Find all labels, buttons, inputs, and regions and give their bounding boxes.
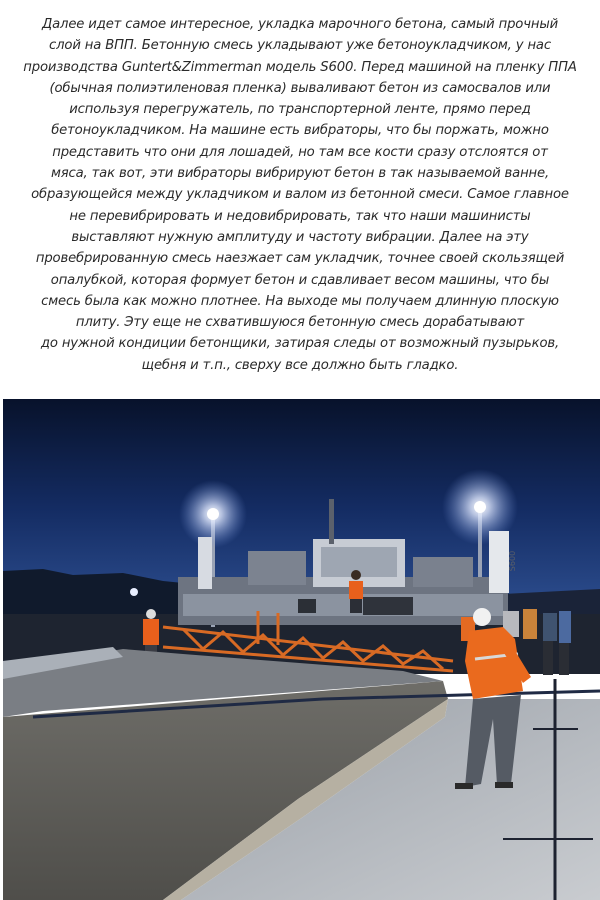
text-line: опалубкой, которая формует бетон и сдавливает весом машины, что бы xyxy=(50,272,550,288)
text-line: выставляют нужную амплитуду и частоту вибрации. Далее на эту xyxy=(71,229,529,245)
text-line: не перевибрировать и недовибрировать, так что наши машинисты xyxy=(69,208,531,224)
text-line: образующейся между укладчиком и валом из бетонной смеси. Самое главное xyxy=(31,187,569,203)
machine-model-label: S600 xyxy=(508,550,517,572)
text-line: смесь была как можно плотнее. На выходе мы получаем длинную плоскую xyxy=(41,293,559,309)
text-line: бетоноукладчиком. На машине есть вибраторы, что бы поржать, можно xyxy=(51,123,549,139)
article-text xyxy=(8,14,592,376)
distant-light xyxy=(130,588,138,596)
text-line: производства Guntert&Zimmerman модель S600. Перед машиной на пленку ППА xyxy=(23,59,577,75)
text-line: используя перегружатель, по транспортерной ленте, прямо перед xyxy=(69,102,531,118)
paver-night-photo xyxy=(3,399,600,900)
text-line: плиту. Эту еще не схватившуюся бетонную смесь дорабатывают xyxy=(75,315,525,331)
text-line: слой на ВПП. Бетонную смесь укладывают уже бетоноукладчиком, у нас xyxy=(49,38,551,54)
text-line: Далее идет самое интересное, укладка марочного бетона, самый прочный xyxy=(41,17,559,32)
text-line: представить что они для лошадей, но там все кости сразу отслоятся от xyxy=(52,144,548,160)
text-line: провебрированную смесь наезжает сам укладчик, точнее своей скользящей xyxy=(35,251,565,267)
text-line: (обычная полиэтиленовая пленка) вываливают бетон из самосвалов или xyxy=(49,80,551,96)
text-line: до нужной кондиции бетонщики, затирая следы от возможный пузырьков, xyxy=(40,336,560,352)
text-line: мяса, так вот, эти вибраторы вибрируют бетон в так называемой ванне, xyxy=(50,166,550,182)
text-line: щебня и т.п., сверху все должно быть гладко. xyxy=(141,357,459,373)
